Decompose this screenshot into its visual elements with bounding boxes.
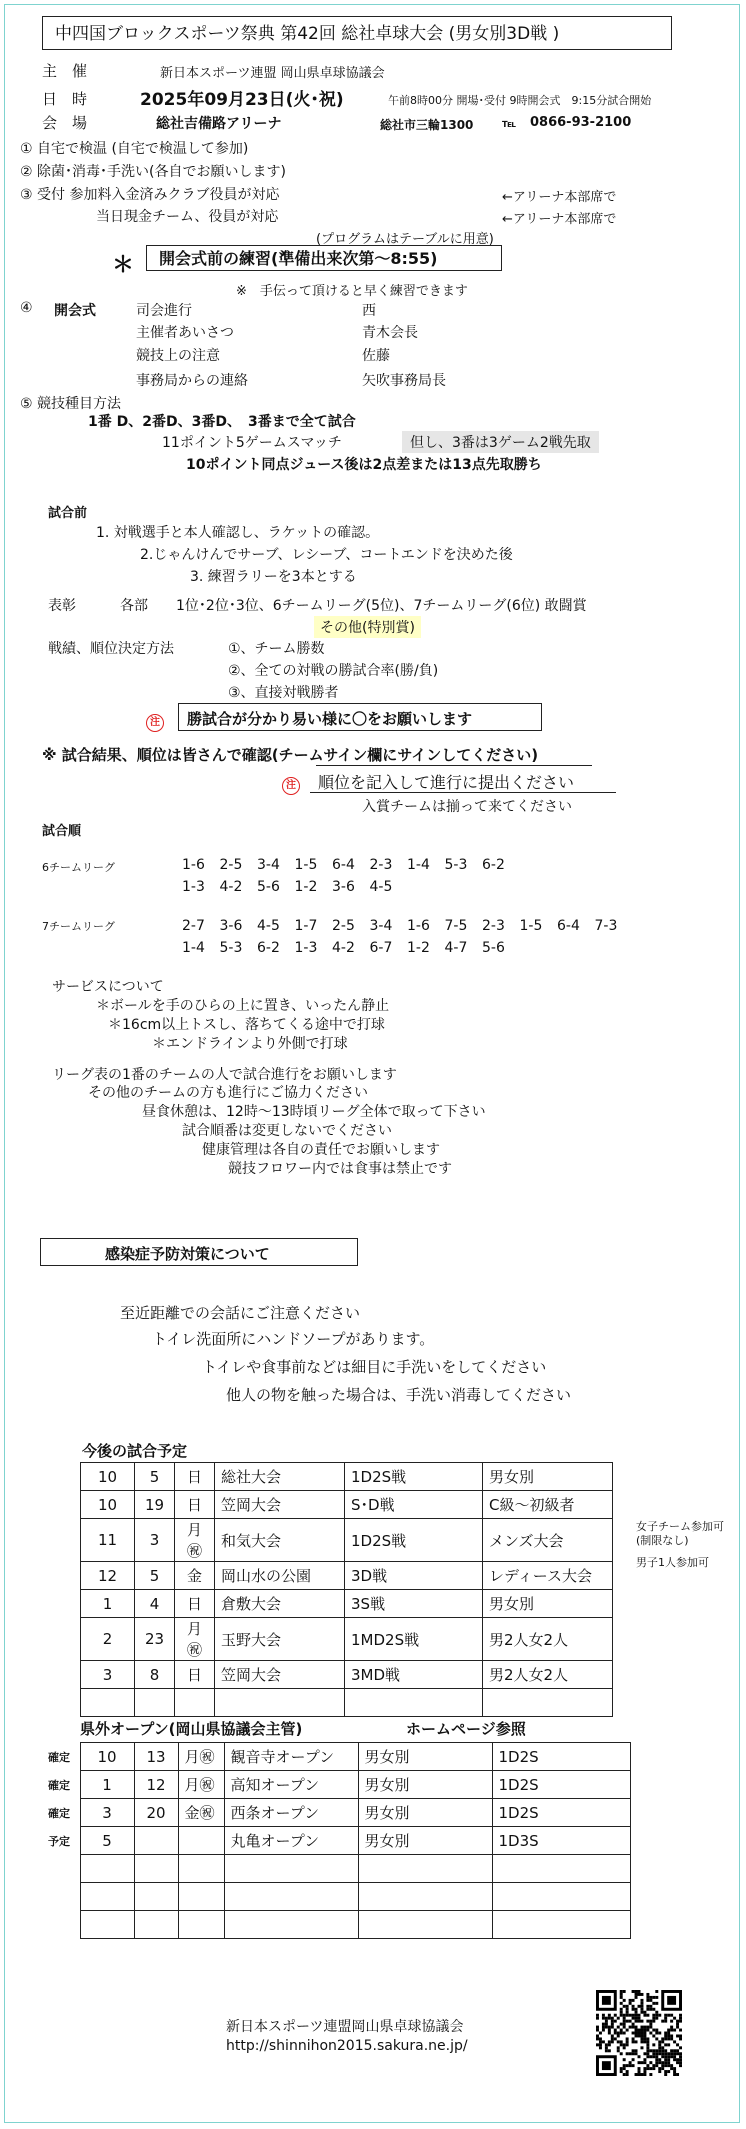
match-pair: 4-5 <box>369 879 393 895</box>
open-event <box>224 1911 358 1939</box>
practice-note: ※ 手伝って頂けると早く練習できます <box>236 284 468 299</box>
schedule-month: 11 <box>81 1519 135 1562</box>
open-day <box>134 1855 178 1883</box>
confirm-winners: 入賞チームは揃って来てください <box>362 799 572 815</box>
schedule-day: 8 <box>135 1661 175 1689</box>
open-day <box>134 1911 178 1939</box>
tel-value: 0866-93-2100 <box>530 115 632 130</box>
infection-heading: 感染症予防対策について <box>40 1238 358 1266</box>
before-match-2: 2.じゃんけんでサーブ、レシーブ、コートエンドを決めた後 <box>140 547 513 563</box>
open-day: 12 <box>134 1771 178 1799</box>
ranking-1: ①、チーム勝数 <box>228 641 325 657</box>
schedule-month <box>81 1689 135 1717</box>
six-team-label: 6チームリーグ <box>42 861 115 874</box>
open-table <box>42 1742 631 1939</box>
open-format <box>492 1855 630 1883</box>
confirm-line: ※ 試合結果、順位は皆さんで確認(チームサイン欄にサインしてください) <box>42 746 539 764</box>
match-pair: 6-2 <box>257 940 280 956</box>
infection-1: 至近距離での会話にご注意ください <box>120 1304 361 1322</box>
match-pair: 1-5 <box>519 918 543 934</box>
host-label: 主 催 <box>42 62 88 80</box>
schedule-format: 1D2S戦 <box>345 1463 483 1491</box>
service-1: ＊ボールを手のひらの上に置き、いったん静止 <box>96 998 390 1014</box>
schedule-category <box>483 1689 613 1717</box>
qr-code-icon[interactable] <box>596 1990 682 2076</box>
open-event: 高知オープン <box>224 1771 358 1799</box>
schedule-row <box>81 1519 613 1562</box>
method-line-2-note: 但し、3番は3ゲーム2戦先取 <box>402 431 599 453</box>
step-3-cash: 当日現金チーム、役員が対応 <box>96 209 279 225</box>
schedule-format: S･D戦 <box>345 1491 483 1519</box>
open-row <box>42 1771 630 1799</box>
notice-4: 試合順番は変更しないでください <box>182 1123 392 1139</box>
match-pair: 3-6 <box>332 879 355 895</box>
schedule-side-note-1: 女子チーム参加可 <box>636 1520 724 1533</box>
schedule-weekday: 日 <box>175 1590 215 1618</box>
ceremony-item-2: 主催者あいさつ <box>136 325 234 341</box>
ranking-2: ②、全ての対戦の勝試合率(勝/負) <box>228 663 439 679</box>
method-line-3: 10ポイント同点ジュース後は2点差または13点先取勝ち <box>186 457 542 473</box>
confirm-submit-underline <box>310 792 616 793</box>
open-format: 1D3S <box>492 1827 630 1855</box>
schedule-table <box>80 1462 613 1717</box>
open-status: 確定 <box>48 1750 70 1764</box>
date-label: 日 時 <box>42 90 88 108</box>
notice-2: その他のチームの方も進行にご協力ください <box>88 1085 368 1101</box>
schedule-format: 3S戦 <box>345 1590 483 1618</box>
open-day <box>134 1827 178 1855</box>
match-pair: 1-5 <box>294 857 318 873</box>
method-line-2: 11ポイント5ゲームスマッチ <box>162 435 342 451</box>
open-month <box>80 1883 134 1911</box>
match-pair: 1-4 <box>407 857 430 873</box>
open-month: 3 <box>80 1799 134 1827</box>
match-pair: 6-7 <box>369 940 393 956</box>
schedule-side-note-2: (制限なし) <box>636 1534 689 1547</box>
ceremony-label: 開会式 <box>54 303 96 319</box>
schedule-row <box>81 1491 613 1519</box>
method-heading: ⑤ 競技種目方法 <box>20 396 122 412</box>
open-month <box>80 1911 134 1939</box>
notice-1: リーグ表の1番のチームの人で試合進行をお願いします <box>52 1067 397 1083</box>
open-status <box>42 1911 80 1939</box>
schedule-row <box>81 1618 613 1661</box>
open-month: 1 <box>80 1771 134 1799</box>
schedule-category: メンズ大会 <box>483 1519 613 1562</box>
ceremony-person-3: 佐藤 <box>362 348 390 364</box>
match-pair: 5-6 <box>257 879 280 895</box>
schedule-month: 1 <box>81 1590 135 1618</box>
infection-3: トイレや食事前などは細目に手洗いをしてください <box>202 1358 547 1376</box>
schedule-category: レディース大会 <box>483 1562 613 1590</box>
open-event: 観音寺オープン <box>224 1743 358 1771</box>
open-category: 男女別 <box>358 1743 492 1771</box>
awards-sub: 各部 <box>120 598 148 614</box>
match-pair: 1-2 <box>407 940 430 956</box>
match-pair: 4-7 <box>444 940 468 956</box>
ceremony-person-2: 青木会長 <box>362 325 418 341</box>
open-category: 男女別 <box>358 1799 492 1827</box>
open-format <box>492 1883 630 1911</box>
open-day <box>134 1883 178 1911</box>
match-pair: 1-6 <box>407 918 430 934</box>
schedule-row <box>81 1590 613 1618</box>
match-pair: 1-3 <box>294 940 318 956</box>
schedule-month: 3 <box>81 1661 135 1689</box>
match-pair: 3-4 <box>257 857 280 873</box>
schedule-weekday: 日 <box>175 1491 215 1519</box>
venue-address: 総社市三輪1300 <box>380 118 474 132</box>
schedule-category: 男2人女2人 <box>483 1661 613 1689</box>
open-weekday <box>178 1827 224 1855</box>
notice-3: 昼食休憩は、12時～13時頃リーグ全体で取って下さい <box>142 1104 486 1120</box>
open-category <box>358 1883 492 1911</box>
schedule-event: 玉野大会 <box>215 1618 345 1661</box>
note-icon: 注 <box>146 714 164 732</box>
schedule-event: 岡山水の公園 <box>215 1562 345 1590</box>
footer-org: 新日本スポーツ連盟岡山県卓球協議会 <box>226 2019 464 2035</box>
open-category <box>358 1911 492 1939</box>
schedule-format: 1MD2S戦 <box>345 1618 483 1661</box>
open-month <box>80 1855 134 1883</box>
ranking-note-box: 勝試合が分かり易い様に〇をお願いします <box>178 703 542 731</box>
open-event: 西条オープン <box>224 1799 358 1827</box>
schedule-row <box>81 1562 613 1590</box>
step-3-reception: ③ 受付 参加料入金済みクラブ役員が対応 <box>20 187 280 203</box>
schedule-month: 10 <box>81 1491 135 1519</box>
open-status <box>42 1883 80 1911</box>
open-weekday: 金㊗ <box>178 1799 224 1827</box>
schedule-category: 男女別 <box>483 1463 613 1491</box>
open-row <box>42 1799 630 1827</box>
service-3: ＊エンドラインより外側で打球 <box>152 1036 348 1052</box>
schedule-event: 笠岡大会 <box>215 1661 345 1689</box>
match-pair: 2-5 <box>332 918 355 934</box>
schedule-row <box>81 1689 613 1717</box>
ranking-3: ③、直接対戦勝者 <box>228 685 339 701</box>
schedule-day: 5 <box>135 1562 175 1590</box>
open-event <box>224 1855 358 1883</box>
schedule-month: 12 <box>81 1562 135 1590</box>
schedule-row <box>81 1463 613 1491</box>
schedule-event: 笠岡大会 <box>215 1491 345 1519</box>
before-match-heading: 試合前 <box>48 506 88 521</box>
open-event <box>224 1883 358 1911</box>
match-pair: 1-3 <box>182 879 205 895</box>
schedule-event: 総社大会 <box>215 1463 345 1491</box>
open-month: 10 <box>80 1743 134 1771</box>
ceremony-item-1: 司会進行 <box>136 303 192 319</box>
footer-url[interactable]: http://shinnihon2015.sakura.ne.jp/ <box>226 2038 468 2054</box>
open-day: 13 <box>134 1743 178 1771</box>
match-pair: 2-5 <box>219 857 243 873</box>
open-row <box>42 1883 630 1911</box>
date-detail: 午前8時00分 開場･受付 9時開会式 9:15分試合開始 <box>388 94 652 107</box>
service-heading: サービスについて <box>52 979 164 995</box>
open-weekday: 月㊗ <box>178 1771 224 1799</box>
date-value: 2025年09月23日(火･祝) <box>140 90 344 110</box>
schedule-category: C級～初級者 <box>483 1491 613 1519</box>
match-pair: 5-3 <box>219 940 243 956</box>
open-category: 男女別 <box>358 1771 492 1799</box>
ceremony-item-3: 競技上の注意 <box>136 348 220 364</box>
schedule-format: 3D戦 <box>345 1562 483 1590</box>
schedule-day <box>135 1689 175 1717</box>
open-heading: 県外オープン(岡山県協議会主管) <box>80 1720 303 1738</box>
ranking-label: 戦績、順位決定方法 <box>48 641 174 657</box>
step-3-reception-note: ←アリーナ本部席で <box>502 190 617 205</box>
step-3-cash-note: ←アリーナ本部席で <box>502 212 617 227</box>
open-category: 男女別 <box>358 1827 492 1855</box>
schedule-weekday: 月㊗ <box>175 1618 215 1661</box>
open-status: 予定 <box>48 1834 70 1848</box>
schedule-format <box>345 1689 483 1717</box>
schedule-row <box>81 1661 613 1689</box>
before-match-3: 3. 練習ラリーを3本とする <box>190 569 357 585</box>
page-title: 中四国ブロックスポーツ祭典 第42回 総社卓球大会 (男女別3D戦 ) <box>42 16 672 50</box>
confirm-submit: 順位を記入して進行に提出ください <box>318 773 575 792</box>
awards-other: その他(特別賞) <box>314 616 421 638</box>
open-row <box>42 1855 630 1883</box>
notice-5: 健康管理は各自の責任でお願いします <box>202 1142 440 1158</box>
seven-team-label: 7チームリーグ <box>42 920 115 933</box>
match-pair: 1-4 <box>182 940 205 956</box>
schedule-event <box>215 1689 345 1717</box>
program-note: (プログラムはテーブルに用意) <box>316 232 494 247</box>
schedule-day: 3 <box>135 1519 175 1562</box>
schedule-month: 2 <box>81 1618 135 1661</box>
open-weekday: 月㊗ <box>178 1743 224 1771</box>
match-pair: 3-6 <box>219 918 243 934</box>
schedule-weekday <box>175 1689 215 1717</box>
match-pair: 6-4 <box>332 857 355 873</box>
match-pair: 4-5 <box>257 918 280 934</box>
schedule-heading: 今後の試合予定 <box>82 1442 188 1460</box>
schedule-event: 和気大会 <box>215 1519 345 1562</box>
match-pair: 2-3 <box>482 918 505 934</box>
open-format: 1D2S <box>492 1743 630 1771</box>
open-status: 確定 <box>48 1806 70 1820</box>
match-pair: 5-6 <box>482 940 505 956</box>
note-icon-2: 注 <box>282 777 300 795</box>
schedule-weekday: 金 <box>175 1562 215 1590</box>
step-1: ① 自宅で検温 (自宅で検温して参加) <box>20 141 249 157</box>
open-event: 丸亀オープン <box>224 1827 358 1855</box>
open-weekday <box>178 1855 224 1883</box>
schedule-side-note-3: 男子1人参加可 <box>636 1556 709 1569</box>
match-pair: 7-3 <box>594 918 618 934</box>
schedule-format: 3MD戦 <box>345 1661 483 1689</box>
ceremony-item-4: 事務局からの連絡 <box>136 373 248 389</box>
schedule-day: 19 <box>135 1491 175 1519</box>
open-weekday <box>178 1883 224 1911</box>
open-status: 確定 <box>48 1778 70 1792</box>
match-pair: 6-2 <box>482 857 505 873</box>
step-2: ② 除菌･消毒･手洗い(各自でお願いします) <box>20 164 286 180</box>
open-row <box>42 1827 630 1855</box>
schedule-weekday: 日 <box>175 1661 215 1689</box>
venue-label: 会 場 <box>42 114 88 132</box>
infection-4: 他人の物を触った場合は、手洗い消毒してください <box>226 1386 572 1404</box>
confirm-underline <box>316 765 592 766</box>
schedule-weekday: 日 <box>175 1463 215 1491</box>
method-line-1: 1番 D、2番D、3番D、 3番まで全て試合 <box>88 414 356 430</box>
ceremony-num: ④ <box>20 300 33 316</box>
match-pair: 2-3 <box>369 857 393 873</box>
open-format: 1D2S <box>492 1799 630 1827</box>
match-pair: 1-7 <box>294 918 318 934</box>
schedule-format: 1D2S戦 <box>345 1519 483 1562</box>
match-pair: 1-2 <box>294 879 318 895</box>
infection-2: トイレ洗面所にハンドソープがあります。 <box>152 1330 435 1348</box>
awards-label: 表彰 <box>48 598 76 614</box>
schedule-day: 5 <box>135 1463 175 1491</box>
notice-6: 競技フロワー内では食事は禁止です <box>228 1161 452 1177</box>
host-value: 新日本スポーツ連盟 岡山県卓球協議会 <box>160 66 385 81</box>
before-match-1: 1. 対戦選手と本人確認し、ラケットの確認。 <box>96 525 380 541</box>
open-weekday <box>178 1911 224 1939</box>
service-2: ＊16cm以上トスし、落ちてくる途中で打球 <box>108 1017 385 1033</box>
order-heading: 試合順 <box>42 824 82 839</box>
schedule-category: 男2人女2人 <box>483 1618 613 1661</box>
match-pair: 7-5 <box>444 918 468 934</box>
schedule-month: 10 <box>81 1463 135 1491</box>
open-month: 5 <box>80 1827 134 1855</box>
match-pair: 1-6 <box>182 857 205 873</box>
open-format: 1D2S <box>492 1771 630 1799</box>
schedule-event: 倉敷大会 <box>215 1590 345 1618</box>
open-status <box>42 1855 80 1883</box>
match-pair: 5-3 <box>444 857 468 873</box>
ceremony-person-1: 西 <box>362 303 376 319</box>
match-pair: 4-2 <box>332 940 355 956</box>
open-category <box>358 1855 492 1883</box>
match-pair: 3-4 <box>369 918 393 934</box>
open-row <box>42 1911 630 1939</box>
practice-star: ＊ <box>112 253 135 278</box>
match-pair: 2-7 <box>182 918 205 934</box>
match-pair: 6-4 <box>557 918 580 934</box>
open-heading-right: ホームページ参照 <box>406 1720 526 1738</box>
schedule-day: 4 <box>135 1590 175 1618</box>
venue-value: 総社吉備路アリーナ <box>156 116 282 132</box>
open-day: 20 <box>134 1799 178 1827</box>
match-pair: 4-2 <box>219 879 243 895</box>
schedule-weekday: 月㊗ <box>175 1519 215 1562</box>
open-format <box>492 1911 630 1939</box>
ceremony-person-4: 矢吹事務局長 <box>362 373 446 389</box>
open-row <box>42 1743 630 1771</box>
practice-box: 開会式前の練習(準備出来次第～8:55) <box>146 245 502 271</box>
schedule-day: 23 <box>135 1618 175 1661</box>
tel-label: ℡ <box>502 117 517 130</box>
schedule-category: 男女別 <box>483 1590 613 1618</box>
awards-text: 1位･2位･3位、6チームリーグ(5位)、7チームリーグ(6位) 敢闘賞 <box>176 598 587 614</box>
